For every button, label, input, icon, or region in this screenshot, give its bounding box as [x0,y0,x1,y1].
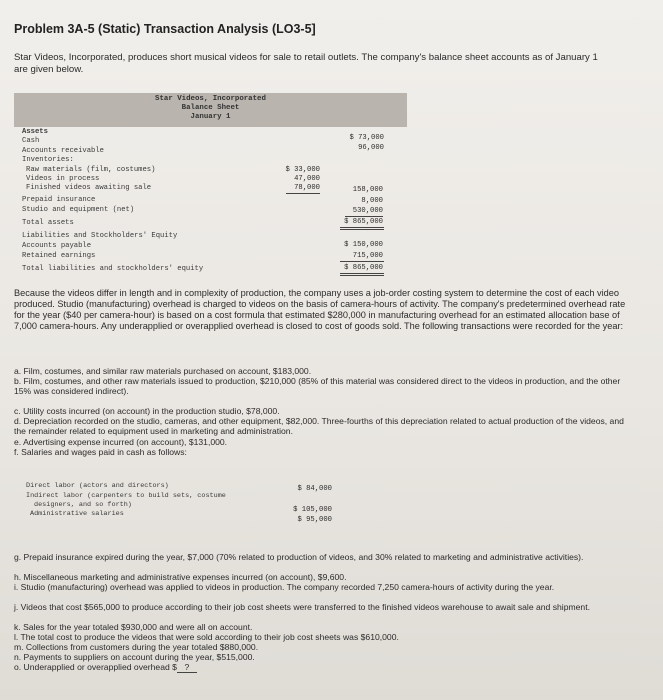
transaction-k: k. Sales for the year totaled $930,000 and were all on account. [14,622,253,632]
problem-title: Problem 3A-5 (Static) Transaction Analysis (LO3-5] [14,22,316,36]
total-le-value: $ 865,000 [344,264,383,272]
transaction-c: c. Utility costs incurred (on account) in the production studio, $78,000. [14,406,280,416]
studio-value: 530,000 [352,207,383,215]
total-le-double-1 [340,273,384,274]
cash-label: Cash [22,137,40,145]
assets-heading: Assets [22,128,48,136]
inv-total: 158,000 [352,186,383,194]
costing-paragraph: Because the videos differ in length and in complexity of production, the company uses a job-order costing system to determine the cost of each video produced. Studio (manufacturing) overhead is charged to videos on the basis of camera-hours of activity. The company's predetermined overhead rate for the year ($40 per camera-hour) is based on a cost formula that estimated $280,000 in manufacturing overhead for an estimated allocation base of 7,000 camera-hours. Any underapplied or overapplied overhead is closed to cost of goods sold. The following transactions were recorded for the year: [14,288,626,331]
total-le-double-2 [340,275,384,276]
transaction-n: n. Payments to suppliers on account during the year, $515,000. [14,652,255,662]
ap-value: $ 150,000 [344,241,383,249]
bs-company: Star Videos, Incorporated [155,95,266,103]
ar-label: Accounts receivable [22,147,104,155]
liab-equity-heading: Liabilities and Stockholders' Equity [22,232,178,240]
transaction-j: j. Videos that cost $565,000 to produce according to their job cost sheets were transferred to the finished videos warehouse to await sale and shipment. [14,602,590,612]
total-assets-label: Total assets [22,219,74,227]
ap-label: Accounts payable [22,242,92,250]
prepaid-value: 8,000 [361,197,383,205]
prepaid-label: Prepaid insurance [22,196,96,204]
transaction-a: a. Film, costumes, and similar raw materials purchased on account, $183,000. [14,366,312,376]
balance-sheet-header [14,93,407,127]
indirect-labor-value: $ 105,000 [293,506,332,514]
indirect-labor-label-2: designers, and so forth) [34,501,132,509]
transaction-l: l. The total cost to produce the videos that were sold according to their job cost sheets was $610,000. [14,632,399,642]
transaction-o-text: o. Underapplied or overapplied overhead $ [14,662,177,672]
bs-date: January 1 [190,113,231,121]
transaction-b: b. Film, costumes, and other raw materials issued to production, $210,000 (85% of this material was considered direct to the videos in production, and the other 15% was considered indirect). [14,376,621,396]
re-value: 715,000 [352,252,383,260]
wip-label: Videos in process [26,175,100,183]
transaction-d: d. Depreciation recorded on the studio, cameras, and other equipment, $82,000. Three-fourths of this depreciation related to actual production of the videos, and the remainder related to equipment used in marketing and administration. [14,416,624,436]
total-assets-double-1 [340,227,384,228]
indirect-labor-label: Indirect labor (carpenters to build sets, costume [26,492,226,500]
transaction-m: m. Collections from customers during the year totaled $880,000. [14,642,259,652]
total-assets-double-2 [340,229,384,230]
intro-text: Star Videos, Incorporated, produces short musical videos for sale to retail outlets. The company's balance sheet accounts as of January 1 are given below. [14,52,598,75]
studio-underline [345,216,383,217]
inventories-label: Inventories: [22,156,74,164]
bs-statement: Balance Sheet [181,104,240,112]
re-underline [340,261,384,262]
direct-labor-label: Direct labor (actors and directors) [26,482,169,490]
direct-labor-value: $ 84,000 [297,485,332,493]
studio-label: Studio and equipment (net) [22,206,135,214]
transaction-h: h. Miscellaneous marketing and administrative expenses incurred (on account), $9,600. [14,572,347,582]
transaction-f: f. Salaries and wages paid in cash as follows: [14,447,187,457]
cash-value: $ 73,000 [349,134,384,142]
total-assets-value: $ 865,000 [344,218,383,226]
transaction-g: g. Prepaid insurance expired during the year, $7,000 (70% related to production of videos, and 30% related to marketing and administrative activities). [14,552,584,562]
raw-label: Raw materials (film, costumes) [26,166,156,174]
ar-value: 96,000 [358,144,384,152]
raw-value: $ 33,000 [285,166,320,174]
admin-salaries-label: Administrative salaries [30,510,124,518]
fg-value: 78,000 [294,184,320,192]
wip-value: 47,000 [294,175,320,183]
fg-label: Finished videos awaiting sale [26,184,152,192]
overhead-answer-blank[interactable]: ? [177,662,197,673]
admin-salaries-value: $ 95,000 [297,516,332,524]
transaction-o [14,662,624,673]
transaction-i: i. Studio (manufacturing) overhead was applied to videos in production. The company recorded 7,250 camera-hours of activity during the year. [14,582,555,592]
total-le-label: Total liabilities and stockholders' equity [22,265,204,273]
re-label: Retained earnings [22,252,96,260]
transaction-e: e. Advertising expense incurred (on account), $131,000. [14,437,228,447]
